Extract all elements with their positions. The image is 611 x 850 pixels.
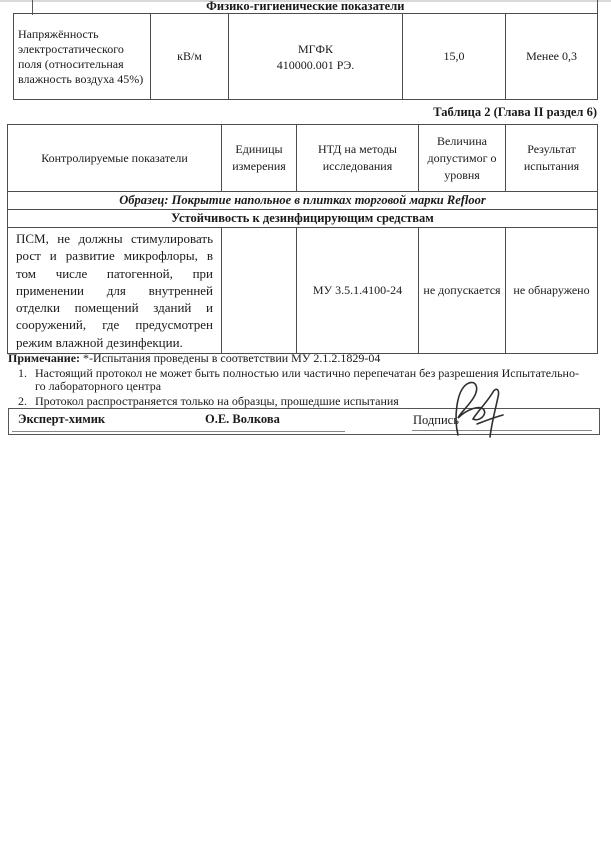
section-header: Физико-гигиенические показатели bbox=[14, 0, 598, 14]
header-units: Единицы измерения bbox=[222, 125, 297, 192]
unit-cell bbox=[222, 228, 297, 354]
handwritten-signature-icon bbox=[447, 379, 511, 441]
method-cell bbox=[229, 14, 403, 100]
note-number: 2. bbox=[18, 393, 27, 408]
table-row bbox=[8, 228, 598, 354]
notes-block bbox=[8, 352, 600, 408]
method-cell: МУ 3.5.1.4100-24 bbox=[297, 228, 419, 354]
header-allowed: Величина допустимог о уровня bbox=[419, 125, 506, 192]
sample-title: Образец: Покрытие напольное в плитках торговой марки Refloor bbox=[8, 192, 598, 210]
signature-underline bbox=[12, 431, 345, 432]
expert-name: О.Е. Волкова bbox=[205, 412, 280, 426]
note-number: 1. bbox=[18, 365, 27, 380]
result-cell: не обнаружено bbox=[506, 228, 598, 354]
unit-cell: кВ/м bbox=[151, 14, 229, 100]
result-cell: Менее 0,3 bbox=[506, 14, 598, 100]
table-header-row bbox=[8, 125, 598, 192]
physico-hygienic-table bbox=[13, 0, 598, 100]
table-row bbox=[14, 14, 598, 100]
header-method: НТД на методы исследования bbox=[297, 125, 419, 192]
note-intro-line bbox=[8, 352, 600, 366]
note-text-line: го лабораторного центра bbox=[35, 379, 162, 393]
note-intro: *-Испытания проведены в соответствии МУ 2.1.2.1829-04 bbox=[83, 351, 381, 365]
table2-caption: Таблица 2 (Глава II раздел 6) bbox=[433, 105, 597, 119]
table-section-header-row bbox=[14, 0, 598, 14]
indicator-cell: Напряжённость электростатического поля (относительная влажность воздуха 45%) bbox=[14, 14, 151, 100]
section-title: Устойчивость к дезинфицирующим средствам bbox=[8, 210, 598, 228]
sample-title-row bbox=[8, 192, 598, 210]
method-line: 410000.001 РЭ. bbox=[276, 57, 355, 72]
disinfectant-resistance-table bbox=[7, 124, 598, 354]
indicator-cell: ПСМ, не должны стимулировать рост и развитие микрофлоры, в том числе патогенной, при применении для внутренней отделки помещений зданий и сооружений, где предусмотрен режим влажной дезинфекции. bbox=[8, 228, 222, 354]
header-result: Результат испытания bbox=[506, 125, 598, 192]
note-item-1 bbox=[8, 367, 600, 394]
expert-role: Эксперт-химик bbox=[18, 412, 106, 426]
method-line: МГФК bbox=[297, 41, 334, 56]
note-text: Протокол распространяется только на образцы, прошедшие испытания bbox=[35, 393, 399, 408]
header-indicator: Контролируемые показатели bbox=[8, 125, 222, 192]
note-text bbox=[35, 367, 600, 394]
allowed-value-cell: 15,0 bbox=[403, 14, 506, 100]
section-title-row bbox=[8, 210, 598, 228]
signature-label: Подпись bbox=[413, 413, 459, 427]
note-item-2 bbox=[8, 395, 600, 409]
note-text-line: Настоящий протокол не может быть полностью или частично перепечатан без разрешения Испытательно- bbox=[35, 365, 579, 380]
note-label: Примечание: bbox=[8, 351, 81, 365]
allowed-value-cell: не допускается bbox=[419, 228, 506, 354]
